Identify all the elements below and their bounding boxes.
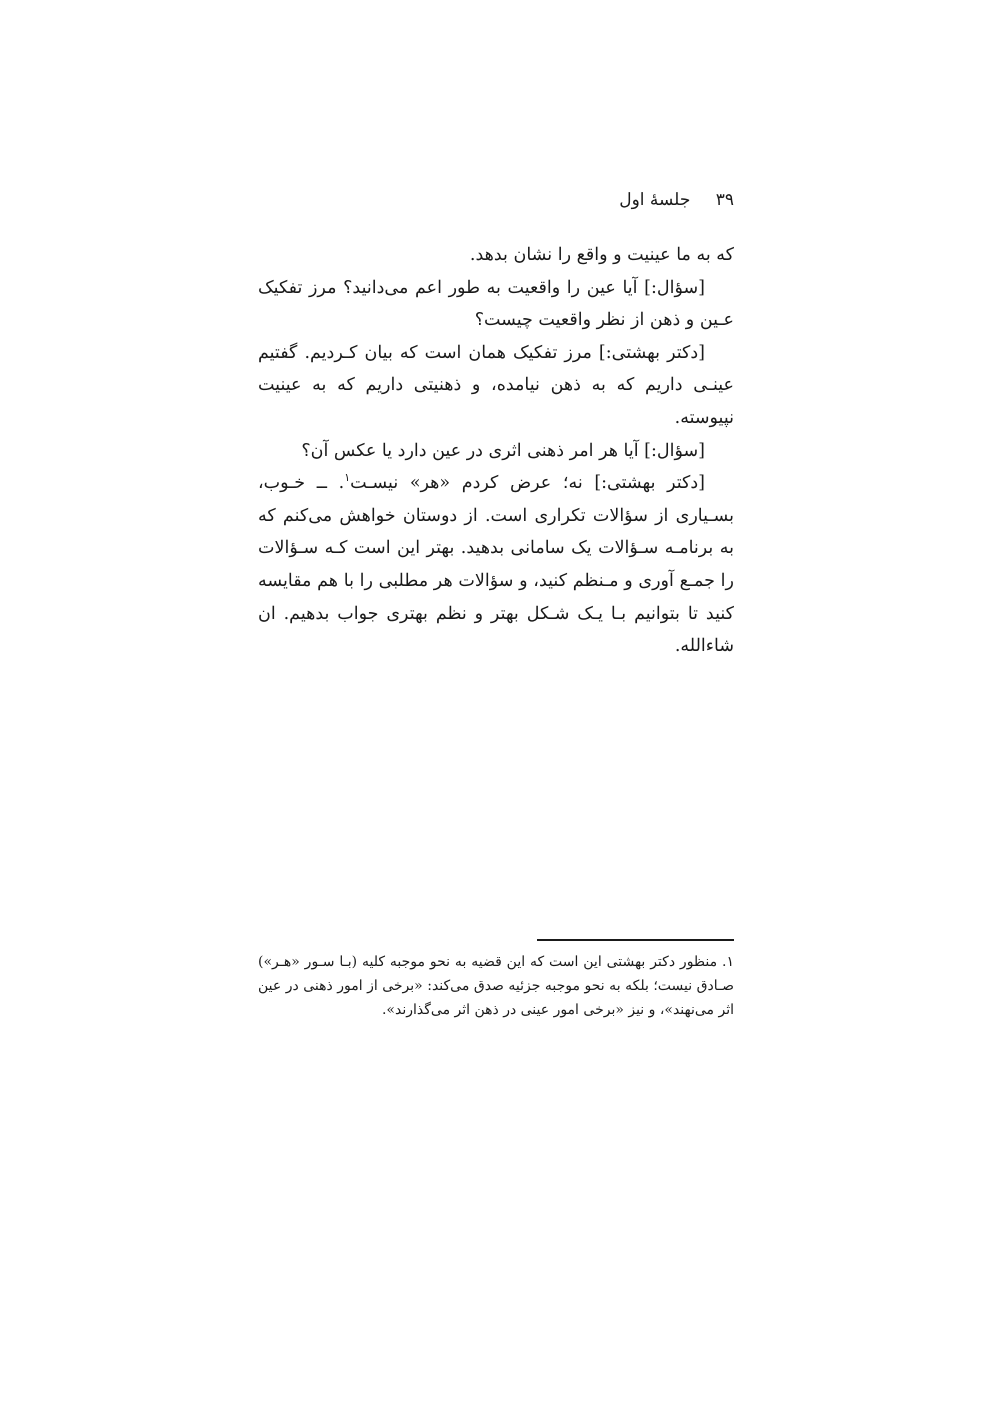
footnote-divider [537, 939, 734, 941]
paragraph-question-1: [سؤال:] آیا عین را واقعیت به طور اعم می‌دانید؟ مرز تفکیک عـین و ذهن از نظر واقعیت چیست؟ [258, 277, 734, 331]
footnote-reference[interactable]: ۱ [344, 471, 351, 485]
chapter-title: جلسهٔ اول [619, 190, 691, 210]
paragraph-answer-2 [258, 467, 734, 663]
paragraph-answer-1: [دکتر بهشتی:] مرز تفکیک همان است که بیان کـردیم. گفتیم عینـی داریم که به ذهن نیامده، و ذهنیتی داریم که به عینیت نپیوسته. [258, 342, 734, 428]
running-header [258, 186, 734, 214]
answer-2-opening: [دکتر بهشتی:] نه؛ عرض کردم «هر» نیسـت [350, 473, 705, 494]
main-text [258, 239, 734, 663]
footnote [258, 950, 734, 1022]
answer-2-rest: . ــ خـوب، بسـیاری از سؤالات تکراری است. از دوستان خواهش می‌کنم که به برنامـه سـؤالات یک سامانی بدهید. بهتر این است کـه سـؤالات را جمـع آوری و مـنظم کنید، و سؤالات هر مطلبی را با هم مقایسه کنید تا بتوانیم بـا یـک شـکل بهتر و نظم بهتری جواب بدهیم. ان شاءالله. [258, 473, 734, 657]
page-number: ۳۹ [715, 190, 734, 210]
paragraph-continuation: که به ما عینیت و واقع را نشان بدهد. [469, 245, 734, 265]
footnote-text: ۱. منظور دکتر بهشتی این است که این قضیه به نحو موجبه کلیه (بـا سـور «هـر») صـادق نیست؛ بلکه به نحو موجبه جزئیه صدق می‌کند: «برخی از امور ذهنی در عین اثر می‌نهند»، و نیز «برخی امور عینی در ذهن اثر می‌گذارند». [258, 954, 734, 1018]
paragraph-question-2: [سؤال:] آیا هر امر ذهنی اثری در عین دارد یا عکس آن؟ [301, 440, 705, 461]
